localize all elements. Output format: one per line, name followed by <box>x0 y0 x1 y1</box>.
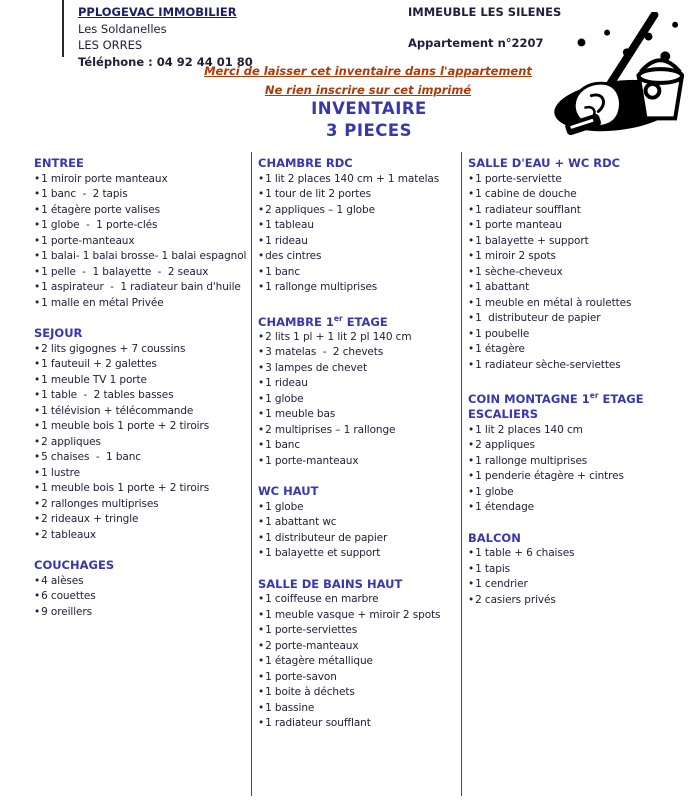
bullet-icon: • <box>34 373 41 386</box>
section-title: SALLE D'EAU + WC RDC <box>468 156 621 170</box>
bullet-icon: • <box>34 219 41 231</box>
inventory-item <box>258 716 461 732</box>
item-text: 1 malle en métal Privée <box>41 296 164 309</box>
inventory-section <box>34 156 251 311</box>
inventory-item <box>468 546 688 562</box>
bullet-icon: • <box>34 281 41 293</box>
bullet-icon: • <box>258 203 265 216</box>
inventory-item <box>258 454 461 470</box>
agency-phone: Téléphone : 04 92 44 01 80 <box>78 54 253 69</box>
bullet-icon: • <box>468 327 475 340</box>
section-title: COUCHAGES <box>34 558 115 572</box>
bullet-icon: • <box>258 377 265 390</box>
section-title: BALCON <box>468 530 521 545</box>
agency-city: LES ORRES <box>78 38 143 52</box>
inventory-item <box>258 345 461 361</box>
inventory-section <box>258 156 461 296</box>
item-text: 1 lit 2 places 140 cm + 1 matelas <box>265 172 440 185</box>
bullet-icon: • <box>468 343 475 355</box>
inventory-item <box>34 512 251 528</box>
bullet-icon: • <box>258 686 265 699</box>
bullet-icon: • <box>468 501 475 514</box>
item-text: 1 globe <box>265 392 304 405</box>
column-right <box>462 152 688 796</box>
bullet-icon: • <box>34 265 41 278</box>
inventory-item <box>258 407 461 423</box>
bullet-icon: • <box>34 234 41 247</box>
inventory-item <box>468 280 688 296</box>
item-text: 1 rideau <box>265 234 308 247</box>
agency-name: PPLOGEVAC IMMOBILIER <box>78 5 237 19</box>
item-text: 1 rallonge multiprises <box>475 454 588 467</box>
bullet-icon: • <box>258 500 265 513</box>
bullet-icon: • <box>468 470 475 483</box>
bullet-icon: • <box>468 547 475 560</box>
inventory-item <box>34 280 251 296</box>
item-text: 1 lit 2 places 140 cm <box>475 423 583 436</box>
item-text: 1 meuble vasque + miroir 2 spots <box>265 608 441 621</box>
item-text: 2 casiers privés <box>475 593 556 606</box>
bullet-icon: • <box>468 485 475 498</box>
inventory-item <box>258 265 461 281</box>
inventory-item <box>468 577 688 593</box>
item-text: 2 lits 1 pl + 1 lit 2 pl 140 cm <box>265 330 412 343</box>
notice-line-2: Ne rien inscrire sur cet imprimé <box>264 83 472 97</box>
agency-residence: Les Soldanelles <box>78 21 167 36</box>
inventory-item <box>468 358 688 374</box>
item-text: 1 étendage <box>475 501 535 514</box>
item-text: 1 banc - 2 tapis <box>41 188 128 200</box>
inventory-item <box>468 234 688 250</box>
bullet-icon: • <box>258 346 265 359</box>
item-text: 1 cabine de douche <box>475 188 577 200</box>
item-text: 1 aspirateur - 1 radiateur bain d'huile <box>41 281 241 293</box>
bullet-icon: • <box>34 574 41 587</box>
item-text: 1 balayette + support <box>475 234 589 247</box>
bullet-icon: • <box>468 562 475 575</box>
bullet-icon: • <box>34 296 41 309</box>
inventory-item <box>468 593 688 609</box>
inventory-item <box>468 203 688 219</box>
inventory-section <box>258 311 461 470</box>
agency-block <box>78 4 253 70</box>
inventory-item <box>34 419 251 435</box>
item-text: 2 rallonges multiprises <box>41 497 159 510</box>
item-text: 3 matelas - 2 chevets <box>265 346 384 359</box>
item-text: 1 globe - 1 porte-clés <box>41 219 158 231</box>
ordinal-superscript: er <box>333 313 343 323</box>
inventory-item <box>468 249 688 265</box>
inventory-section <box>34 326 251 543</box>
section-title: SALLE DE BAINS HAUT <box>258 576 403 591</box>
inventory-item <box>468 327 688 343</box>
inventory-item <box>258 203 461 219</box>
scan-edge-line <box>62 0 64 57</box>
bullet-icon: • <box>468 454 475 467</box>
inventory-item <box>34 481 251 497</box>
inventory-item <box>34 265 251 281</box>
section-title: CHAMBRE 1er ETAGE <box>258 313 388 329</box>
item-text: 1 balayette et support <box>265 547 381 560</box>
item-text: 1 banc <box>265 439 301 452</box>
document-title: INVENTAIRE <box>311 99 427 118</box>
bullet-icon: • <box>258 250 265 262</box>
item-text: 2 appliques <box>475 439 535 452</box>
item-text: 1 boite à déchets <box>265 686 355 699</box>
bullet-icon: • <box>34 605 41 618</box>
bullet-icon: • <box>258 234 265 247</box>
item-text: 1 sèche-cheveux <box>475 265 563 278</box>
item-text: 1 penderie étagère + cintres <box>475 470 624 483</box>
inventory-item <box>34 203 251 219</box>
inventory-item <box>34 497 251 513</box>
item-text: 9 oreillers <box>41 605 92 618</box>
inventory-item <box>258 608 461 624</box>
item-text: 2 appliques – 1 globe <box>265 203 375 216</box>
building-name: IMMEUBLE LES SILENES <box>408 5 562 19</box>
bullet-icon: • <box>258 219 265 231</box>
inventory-item <box>258 172 461 188</box>
inventory-item <box>34 373 251 389</box>
bullet-icon: • <box>468 219 475 231</box>
bullet-icon: • <box>34 389 41 401</box>
inventory-item <box>34 404 251 420</box>
item-text: 1 table + 6 chaises <box>475 547 575 560</box>
inventory-item <box>468 187 688 203</box>
inventory-item <box>258 423 461 439</box>
item-text: 1 pelle - 1 balayette - 2 seaux <box>41 265 209 278</box>
bullet-icon: • <box>258 361 265 374</box>
item-text: 1 table - 2 tables basses <box>41 389 174 401</box>
section-title: CHAMBRE RDC <box>258 156 353 170</box>
bullet-icon: • <box>258 670 265 683</box>
column-middle <box>252 152 462 796</box>
item-text: 1 fauteuil + 2 galettes <box>41 358 157 370</box>
bullet-icon: • <box>34 342 41 355</box>
bullet-icon: • <box>34 435 41 448</box>
item-text: 1 porte-savon <box>265 670 337 683</box>
item-text: 1 meuble bas <box>265 408 336 421</box>
item-text: 2 lits gigognes + 7 coussins <box>41 342 186 355</box>
item-text: 1 porte-manteaux <box>41 234 135 247</box>
bullet-icon: • <box>258 717 265 730</box>
item-text: 2 appliques <box>41 435 101 448</box>
item-text: 1 porte manteau <box>475 219 562 231</box>
bullet-icon: • <box>468 312 475 324</box>
inventory-section <box>468 531 688 609</box>
bullet-icon: • <box>258 408 265 421</box>
item-text: 1 radiateur soufflant <box>475 203 581 216</box>
bullet-icon: • <box>258 392 265 405</box>
item-text: 1 télévision + télécommande <box>41 404 194 417</box>
inventory-item <box>34 589 251 605</box>
inventory-section <box>258 484 461 562</box>
section-title: ENTREE <box>34 156 84 170</box>
inventory-item <box>258 234 461 250</box>
inventory-item <box>468 423 688 439</box>
inventory-item <box>34 435 251 451</box>
inventory-item <box>258 623 461 639</box>
bullet-icon: • <box>468 172 475 185</box>
apartment-number: Appartement n°2207 <box>408 36 544 50</box>
inventory-item <box>258 670 461 686</box>
item-text: 1 porte-serviettes <box>265 624 358 637</box>
bullet-icon: • <box>258 608 265 621</box>
inventory-item <box>258 531 461 547</box>
inventory-item <box>258 361 461 377</box>
item-text: des cintres <box>265 250 322 262</box>
bullet-icon: • <box>258 423 265 436</box>
inventory-item <box>468 438 688 454</box>
inventory-item <box>258 376 461 392</box>
item-text: 6 couettes <box>41 590 96 602</box>
inventory-item <box>468 454 688 470</box>
bullet-icon: • <box>468 578 475 591</box>
bullet-icon: • <box>34 420 41 432</box>
inventory-item <box>468 296 688 312</box>
inventory-item <box>258 330 461 346</box>
bullet-icon: • <box>34 466 41 479</box>
section-title-line2: ESCALIERS <box>468 407 539 422</box>
item-text: 1 rideau <box>265 377 308 390</box>
item-text: 1 radiateur soufflant <box>265 717 371 730</box>
inventory-item <box>34 388 251 404</box>
inventory-item <box>468 562 688 578</box>
document-header <box>0 0 688 152</box>
item-text: 1 tableau <box>265 219 314 231</box>
bullet-icon: • <box>258 624 265 637</box>
item-text: 1 poubelle <box>475 327 530 340</box>
section-title: WC HAUT <box>258 484 319 499</box>
item-text: 1 bassine <box>265 701 315 714</box>
item-text: 1 porte-serviette <box>475 172 562 185</box>
bullet-icon: • <box>468 593 475 606</box>
inventory-item <box>258 500 461 516</box>
bullet-icon: • <box>258 655 265 668</box>
item-text: 2 rideaux + tringle <box>41 513 139 525</box>
item-text: 1 radiateur sèche-serviettes <box>475 358 621 371</box>
bullet-icon: • <box>34 590 41 602</box>
inventory-item <box>468 500 688 516</box>
item-text: 1 porte-manteaux <box>265 454 359 467</box>
item-text: 1 abattant wc <box>265 516 337 529</box>
bullet-icon: • <box>34 513 41 525</box>
inventory-item <box>258 438 461 454</box>
item-text: 1 étagère porte valises <box>41 203 161 216</box>
inventory-item <box>468 218 688 234</box>
inventory-item <box>468 469 688 485</box>
bullet-icon: • <box>258 439 265 452</box>
bullet-icon: • <box>258 454 265 467</box>
item-text: 1 étagère <box>475 343 525 355</box>
bullet-icon: • <box>34 497 41 510</box>
inventory-item <box>34 234 251 250</box>
item-text: 1 lustre <box>41 466 81 479</box>
inventory-item <box>258 654 461 670</box>
bullet-icon: • <box>468 234 475 247</box>
inventory-item <box>34 466 251 482</box>
inventory-item <box>34 605 251 621</box>
inventory-item <box>34 574 251 590</box>
bullet-icon: • <box>258 281 265 293</box>
bullet-icon: • <box>34 528 41 541</box>
item-text: 2 multiprises – 1 rallonge <box>265 423 396 436</box>
bullet-icon: • <box>258 701 265 714</box>
inventory-item <box>34 357 251 373</box>
section-title: SEJOUR <box>34 326 83 340</box>
inventory-item <box>34 342 251 358</box>
item-text: 5 chaises - 1 banc <box>41 451 141 463</box>
inventory-item <box>468 485 688 501</box>
section-title: COIN MONTAGNE 1er ETAGE <box>468 391 644 406</box>
item-text: 1 globe <box>265 500 304 513</box>
bullet-icon: • <box>258 547 265 560</box>
bullet-icon: • <box>34 451 41 463</box>
bullet-icon: • <box>468 423 475 436</box>
inventory-columns <box>0 152 688 796</box>
bullet-icon: • <box>258 330 265 343</box>
bullet-icon: • <box>468 296 475 309</box>
item-text: 2 tableaux <box>41 528 97 541</box>
bullet-icon: • <box>258 188 265 200</box>
bullet-icon: • <box>258 172 265 185</box>
inventory-item <box>468 311 688 327</box>
document-subtitle: 3 PIECES <box>326 121 412 140</box>
inventory-section <box>468 156 688 373</box>
column-left <box>0 152 252 796</box>
inventory-item <box>258 392 461 408</box>
building-block <box>408 4 561 51</box>
item-text: 1 cendrier <box>475 578 528 591</box>
item-text: 1 étagère métallique <box>265 655 373 668</box>
bullet-icon: • <box>34 404 41 417</box>
inventory-item <box>34 528 251 544</box>
inventory-item <box>34 187 251 203</box>
inventory-item <box>34 450 251 466</box>
item-text: 3 lampes de chevet <box>265 361 367 374</box>
ordinal-superscript: er <box>589 391 599 400</box>
inventory-item <box>34 249 251 265</box>
item-text: 1 globe <box>475 485 514 498</box>
item-text: 1 meuble en métal à roulettes <box>475 296 632 309</box>
item-text: 1 meuble bois 1 porte + 2 tiroirs <box>41 420 210 432</box>
inventory-item <box>258 685 461 701</box>
bullet-icon: • <box>34 188 41 200</box>
item-text: 1 banc <box>265 265 301 278</box>
bullet-icon: • <box>34 172 41 185</box>
bullet-icon: • <box>34 358 41 370</box>
inventory-item <box>468 265 688 281</box>
inventory-item <box>258 701 461 717</box>
bullet-icon: • <box>468 188 475 200</box>
inventory-item <box>258 546 461 562</box>
inventory-item <box>34 296 251 312</box>
item-text: 1 tour de lit 2 portes <box>265 188 371 200</box>
item-text: 1 meuble TV 1 porte <box>41 373 147 386</box>
inventory-item <box>258 280 461 296</box>
inventory-item <box>258 639 461 655</box>
bullet-icon: • <box>258 531 265 544</box>
item-text: 1 distributeur de papier <box>475 312 601 324</box>
inventory-item <box>258 218 461 234</box>
inventory-item <box>258 592 461 608</box>
item-text: 1 abattant <box>475 281 530 293</box>
inventory-item <box>258 187 461 203</box>
bullet-icon: • <box>258 593 265 606</box>
inventory-item <box>34 172 251 188</box>
bullet-icon: • <box>258 265 265 278</box>
item-text: 1 coiffeuse en marbre <box>265 593 379 606</box>
inventory-section <box>468 388 688 516</box>
bullet-icon: • <box>468 265 475 278</box>
bullet-icon: • <box>258 639 265 652</box>
inventory-item <box>258 249 461 265</box>
item-text: 2 porte-manteaux <box>265 639 359 652</box>
bullet-icon: • <box>34 203 41 216</box>
bullet-icon: • <box>468 439 475 452</box>
bullet-icon: • <box>468 358 475 371</box>
inventory-item <box>468 172 688 188</box>
item-text: 4 alèses <box>41 574 84 587</box>
item-text: 1 miroir 2 spots <box>475 250 556 262</box>
item-text: 1 tapis <box>475 562 511 575</box>
inventory-item <box>258 515 461 531</box>
item-text: 1 rallonge multiprises <box>265 281 378 293</box>
item-text: 1 distributeur de papier <box>265 531 388 544</box>
inventory-item <box>34 218 251 234</box>
item-text: 1 balai- 1 balai brosse- 1 balai espagnol <box>41 250 247 262</box>
inventory-section <box>258 577 461 732</box>
item-text: 1 meuble bois 1 porte + 2 tiroirs <box>41 482 210 494</box>
inventory-item <box>468 342 688 358</box>
bullet-icon: • <box>258 516 265 529</box>
bullet-icon: • <box>468 281 475 293</box>
bullet-icon: • <box>34 250 41 262</box>
bullet-icon: • <box>34 482 41 494</box>
bullet-icon: • <box>468 250 475 262</box>
notice-line-1: Merci de laisser cet inventaire dans l'appartement <box>204 64 532 78</box>
bullet-icon: • <box>468 203 475 216</box>
inventory-section <box>34 558 251 620</box>
item-text: 1 miroir porte manteaux <box>41 172 168 185</box>
